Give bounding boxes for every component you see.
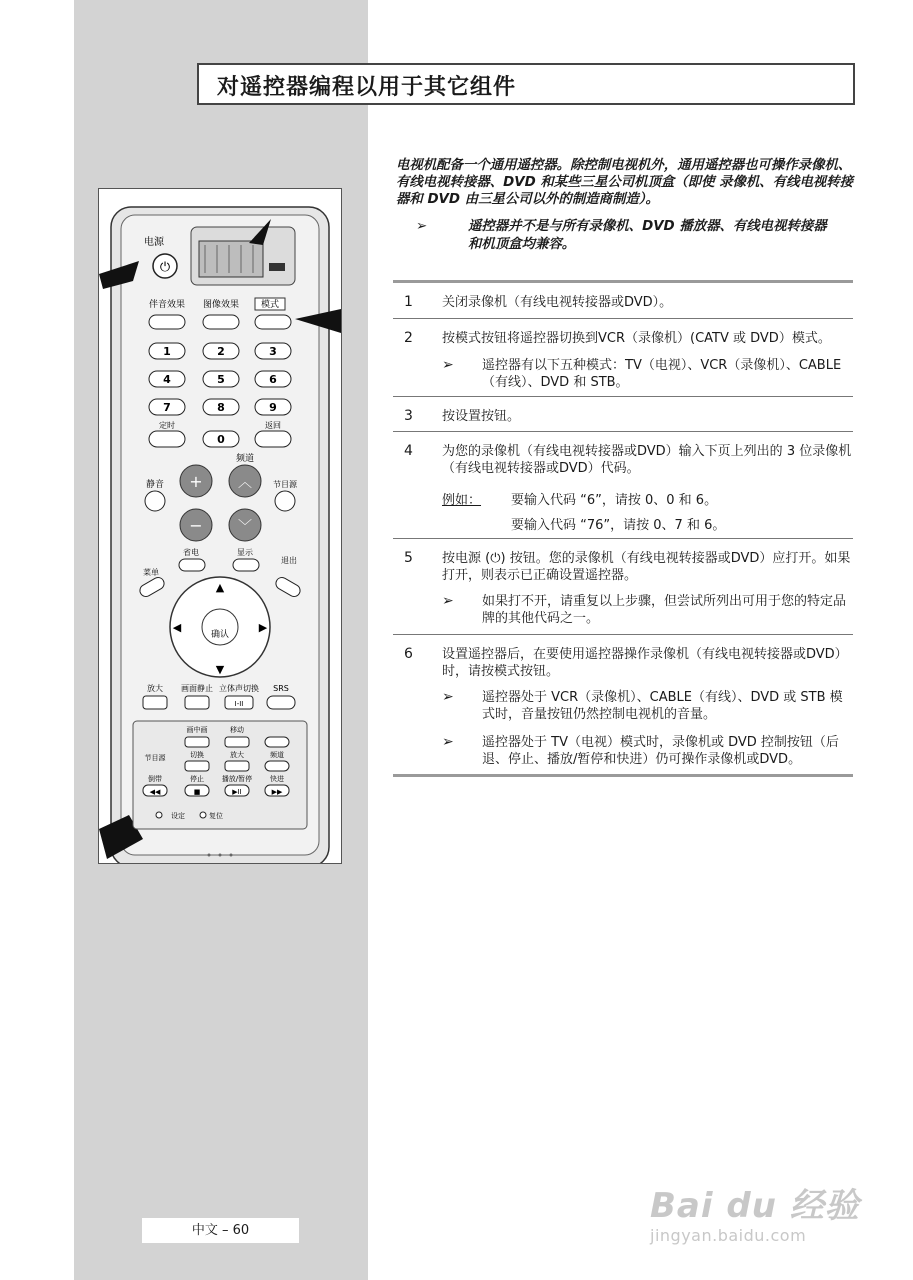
picture-effect-label: 图像效果 (202, 300, 240, 310)
arrow-icon: ➢ (442, 357, 454, 373)
example-1: 要输入代码 “6”，请按 0、0 和 6。 (511, 493, 718, 508)
play-pause-icon: ▶II (232, 788, 242, 796)
channel-label: 频道 (235, 454, 255, 464)
pip-label: 画中画 (186, 726, 208, 734)
power-icon: ⏻ (159, 260, 171, 275)
step-number: 5 (404, 550, 413, 566)
source-button (275, 491, 295, 511)
step-text: 为您的录像机（有线电视转接器或DVD）输入下页上列出的 3 位录像机（有线电视转接器或DVD）代码。 (442, 444, 852, 476)
digit-3: 3 (269, 345, 277, 358)
step-number: 3 (404, 408, 413, 424)
remote-control-svg (99, 189, 341, 863)
source2-label: 节目源 (144, 754, 166, 762)
example-2: 要输入代码 “76”，请按 0、7 和 6。 (511, 518, 726, 533)
divider (393, 634, 853, 635)
stereo-symbol: I-II (234, 700, 244, 708)
digit-2: 2 (217, 345, 225, 358)
menu-label: 菜单 (143, 568, 159, 577)
stereo-label: 立体声切换 (219, 684, 259, 693)
digit-8: 8 (217, 401, 225, 414)
minus-icon: − (189, 516, 203, 535)
note-text: 遥控器处于 VCR（录像机）、CABLE（有线）、DVD 或 STB 模式时，音量按钮仍然控制电视机的音量。 (482, 690, 843, 722)
watermark-logo: Bai du 经验 (650, 1186, 860, 1226)
digit-0: 0 (217, 433, 225, 446)
reset-label: 复位 (209, 812, 223, 820)
return-label: 返回 (265, 421, 281, 430)
step-text: 设置遥控器后，在要使用遥控器操作录像机（有线电视转接器或DVD）时，请按模式按钮。 (442, 647, 848, 679)
divider (393, 318, 853, 319)
chevron-up-icon: ︿ (238, 475, 252, 491)
note-text: 如果打不开，请重复以上步骤，但尝试所列出可用于您的特定品牌的其他代码之一。 (482, 594, 847, 626)
mode-button (255, 315, 291, 329)
down-icon: ▼ (215, 663, 225, 676)
swap-label: 切换 (190, 751, 204, 759)
sound-effect-button (149, 315, 185, 329)
up-icon: ▲ (215, 581, 225, 594)
note-text: 遥控器有以下五种模式：TV（电视）、VCR（录像机）、CABLE（有线）、DVD 和 STB。 (482, 358, 842, 390)
example-label: 例如： (442, 493, 482, 508)
power-label: 电源 (144, 237, 164, 248)
step-text: 按电源 (⏻) 按钮。您的录像机（有线电视转接器或DVD）应打开。如果打开，则表示已正确设置遥控器。 (442, 551, 851, 583)
divider (393, 396, 853, 397)
zoom2-label: 放大 (230, 751, 244, 759)
step-number: 6 (404, 646, 413, 662)
note-text: 遥控器并不是与所有录像机、DVD 播放器、有线电视转接器和机顶盒均兼容。 (468, 219, 827, 252)
stop-icon: ■ (193, 788, 201, 796)
mute-button (145, 491, 165, 511)
chevron-down-icon: ﹀ (238, 519, 252, 535)
step-text: 关闭录像机（有线电视转接器或DVD）。 (442, 295, 673, 310)
page-title: 对遥控器编程以用于其它组件 (217, 75, 517, 100)
title-box (197, 63, 855, 105)
digit-9: 9 (269, 401, 277, 414)
divider (393, 431, 853, 432)
watermark-url: jingyan.baidu.com (650, 1226, 807, 1245)
arrow-icon: ➢ (442, 593, 454, 609)
mode-label: 模式 (260, 300, 280, 310)
remote-illustration (98, 188, 342, 864)
enter-label: 确认 (210, 630, 230, 640)
exit-label: 退出 (281, 556, 297, 565)
still-label: 画面静止 (181, 684, 213, 693)
display-label: 显示 (237, 548, 253, 557)
watermark (650, 1140, 870, 1260)
stop-label: 停止 (190, 775, 204, 783)
right-icon: ▶ (258, 621, 268, 634)
page-number: 中文 – 60 (142, 1218, 299, 1243)
power-save-label: 省电 (183, 548, 199, 557)
note-text: 遥控器处于 TV（电视）模式时，录像机或 DVD 控制按钮（后退、停止、播放/暂停和快进）仍可操作录像机或DVD。 (482, 735, 839, 767)
srs-label: SRS (273, 684, 289, 693)
divider (393, 280, 853, 283)
sound-effect-label: 伴音效果 (148, 300, 186, 310)
plus-icon: + (189, 472, 203, 491)
divider (393, 774, 853, 777)
ff-label: 快进 (270, 775, 284, 783)
digit-4: 4 (163, 373, 171, 386)
timer-label: 定时 (159, 421, 175, 430)
play-pause-label: 播放/暂停 (221, 775, 253, 783)
divider (393, 538, 853, 539)
arrow-icon: ➢ (416, 219, 428, 234)
digit-1: 1 (163, 345, 171, 358)
zoom-label: 放大 (147, 684, 163, 693)
fast-forward-icon: ▶▶ (271, 788, 283, 796)
source-label: 节目源 (273, 480, 297, 489)
rewind-icon: ◀◀ (149, 788, 161, 796)
arrow-icon: ➢ (442, 689, 454, 705)
move-label: 移动 (230, 726, 244, 734)
digit-7: 7 (163, 401, 171, 414)
step-number: 1 (404, 294, 413, 310)
step-number: 4 (404, 443, 413, 459)
rewind-label: 倒带 (148, 775, 162, 783)
set-label: 设定 (171, 812, 185, 820)
step-number: 2 (404, 330, 413, 346)
mute-label: 静音 (145, 480, 165, 490)
digit-6: 6 (269, 373, 277, 386)
channel2-label: 频道 (270, 751, 284, 759)
step-text: 按设置按钮。 (442, 409, 521, 424)
step-text: 按模式按钮将遥控器切换到VCR（录像机）(CATV 或 DVD）模式。 (442, 331, 831, 346)
left-icon: ◀ (172, 621, 182, 634)
arrow-icon: ➢ (442, 734, 454, 750)
picture-effect-button (203, 315, 239, 329)
digit-5: 5 (217, 373, 225, 386)
intro-paragraph: 电视机配备一个通用遥控器。除控制电视机外，通用遥控器也可操作录像机、有线电视转接器、DVD 和某些三星公司机顶盒（即使 录像机、有线电视转接器和 DVD 由三星公司以外的制造商制造）。 (396, 158, 854, 207)
